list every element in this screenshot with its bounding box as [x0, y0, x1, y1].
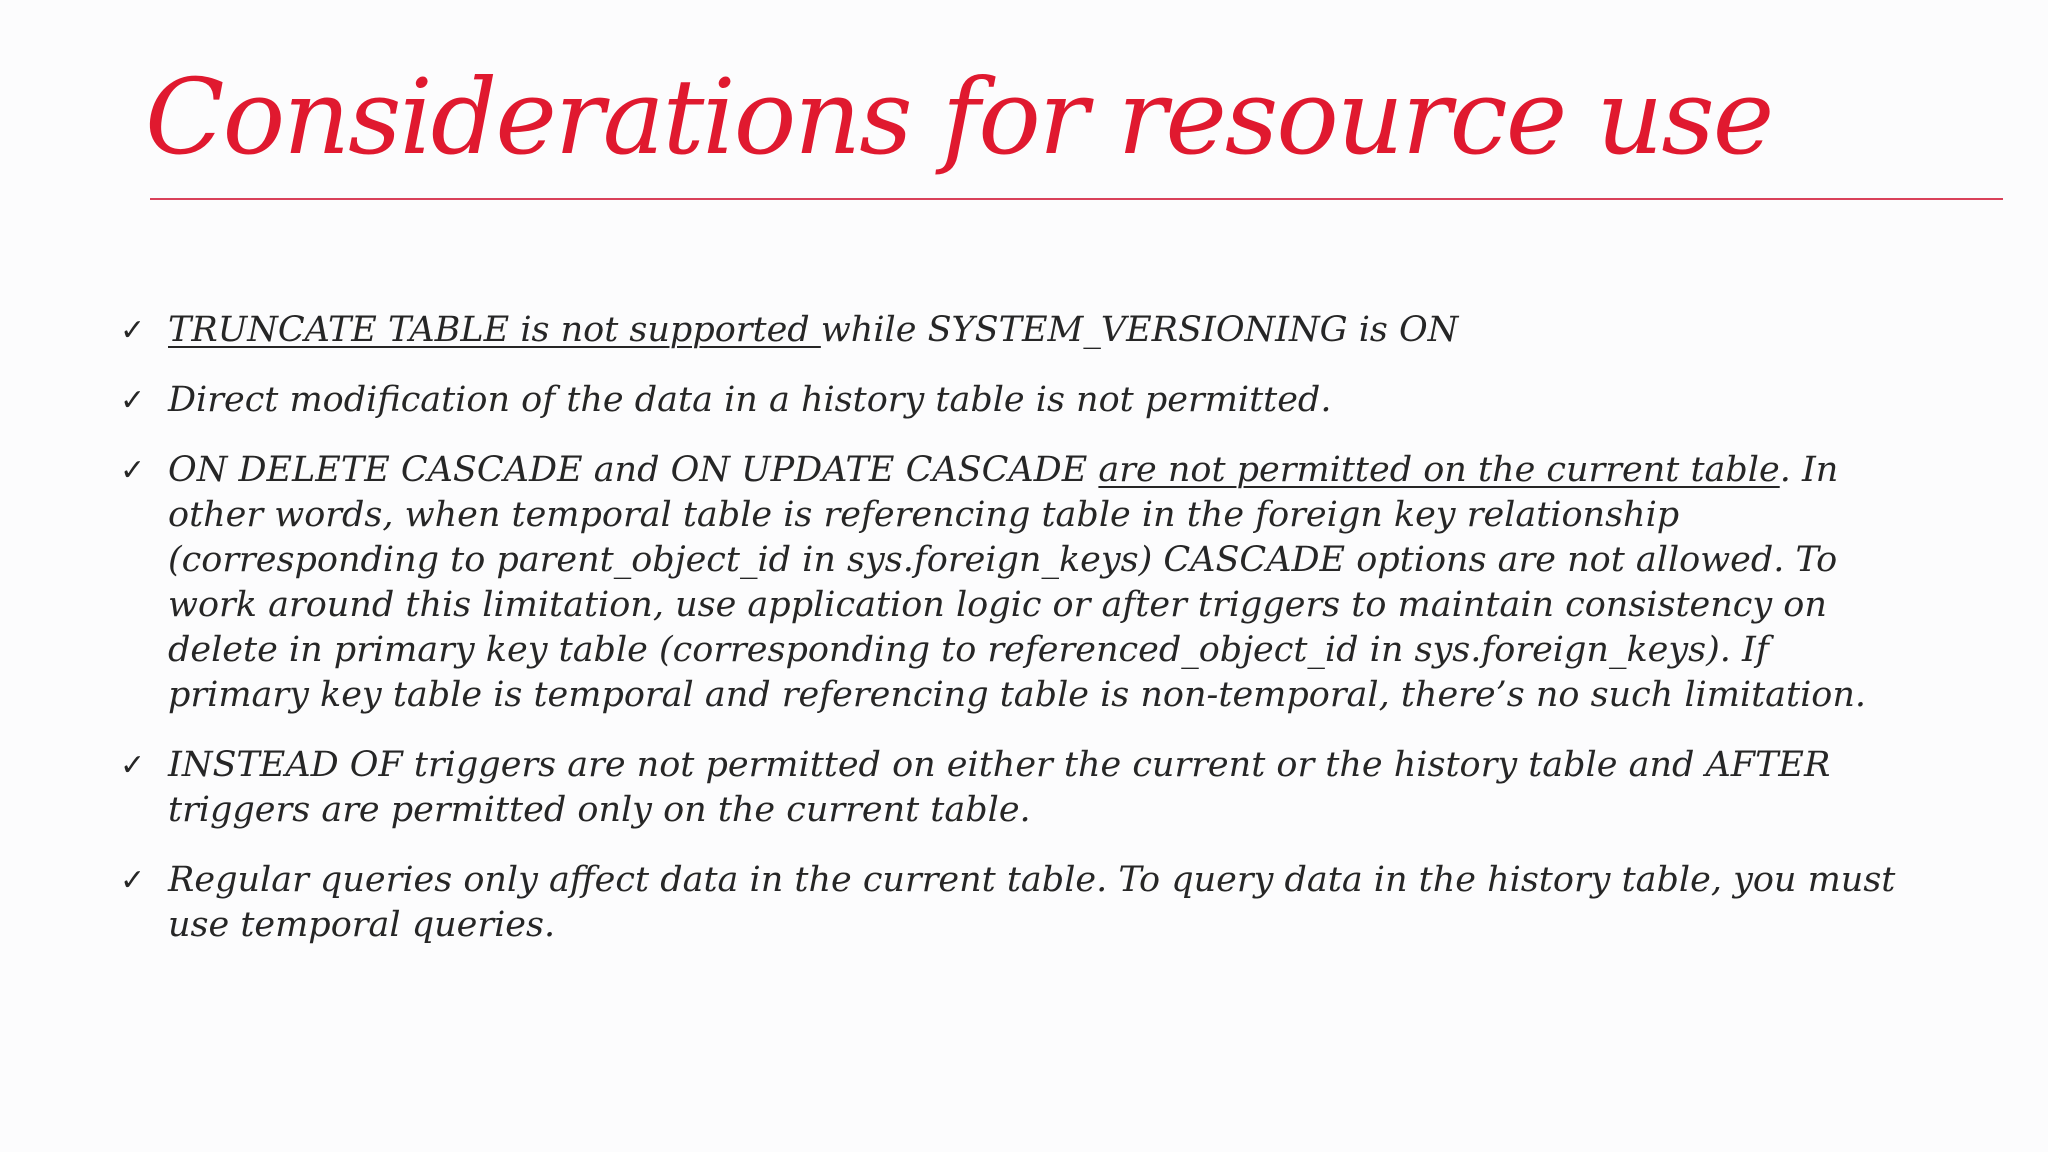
title-divider — [150, 198, 2003, 200]
checkmark-icon: ✓ — [120, 748, 146, 783]
bullet-item — [118, 743, 1918, 833]
bullet-underlined-text: TRUNCATE TABLE is not supported — [168, 310, 821, 350]
checkmark-icon: ✓ — [120, 453, 146, 488]
bullet-text: while SYSTEM_VERSIONING is ON — [820, 310, 1459, 350]
checkmark-icon: ✓ — [120, 313, 146, 348]
bullet-text: Regular queries only affect data in the current table. To query data in the history table, you must use temporal queries. — [168, 860, 1896, 945]
bullet-text: Direct modification of the data in a history table is not permitted. — [168, 380, 1332, 420]
checkmark-icon: ✓ — [120, 383, 146, 418]
slide-title: Considerations for resource use — [145, 56, 1773, 178]
bullet-item — [118, 378, 1918, 423]
bullet-item — [118, 448, 1918, 718]
checkmark-icon: ✓ — [120, 863, 146, 898]
bullet-underlined-text: are not permitted on the current table — [1098, 450, 1780, 490]
bullet-list — [118, 308, 1918, 973]
bullet-text: . In other words, when temporal table is referencing table in the foreign key relationship (corresponding to parent_object_id in sys.foreign_keys) CASCADE options are not allowed. To work around this limitation, use application logic or after triggers to maintain consistency on delete in primary key table (corresponding to referenced_object_id in sys.foreign_keys). If primary key table is temporal and referencing table is non-temporal, there’s no such limitation. — [168, 450, 1867, 715]
bullet-item — [118, 308, 1918, 353]
bullet-item — [118, 858, 1918, 948]
bullet-lead-text: ON DELETE CASCADE and ON UPDATE CASCADE — [168, 450, 1099, 490]
bullet-text: INSTEAD OF triggers are not permitted on either the current or the history table and AFTER triggers are permitted only on the current table. — [168, 745, 1831, 830]
